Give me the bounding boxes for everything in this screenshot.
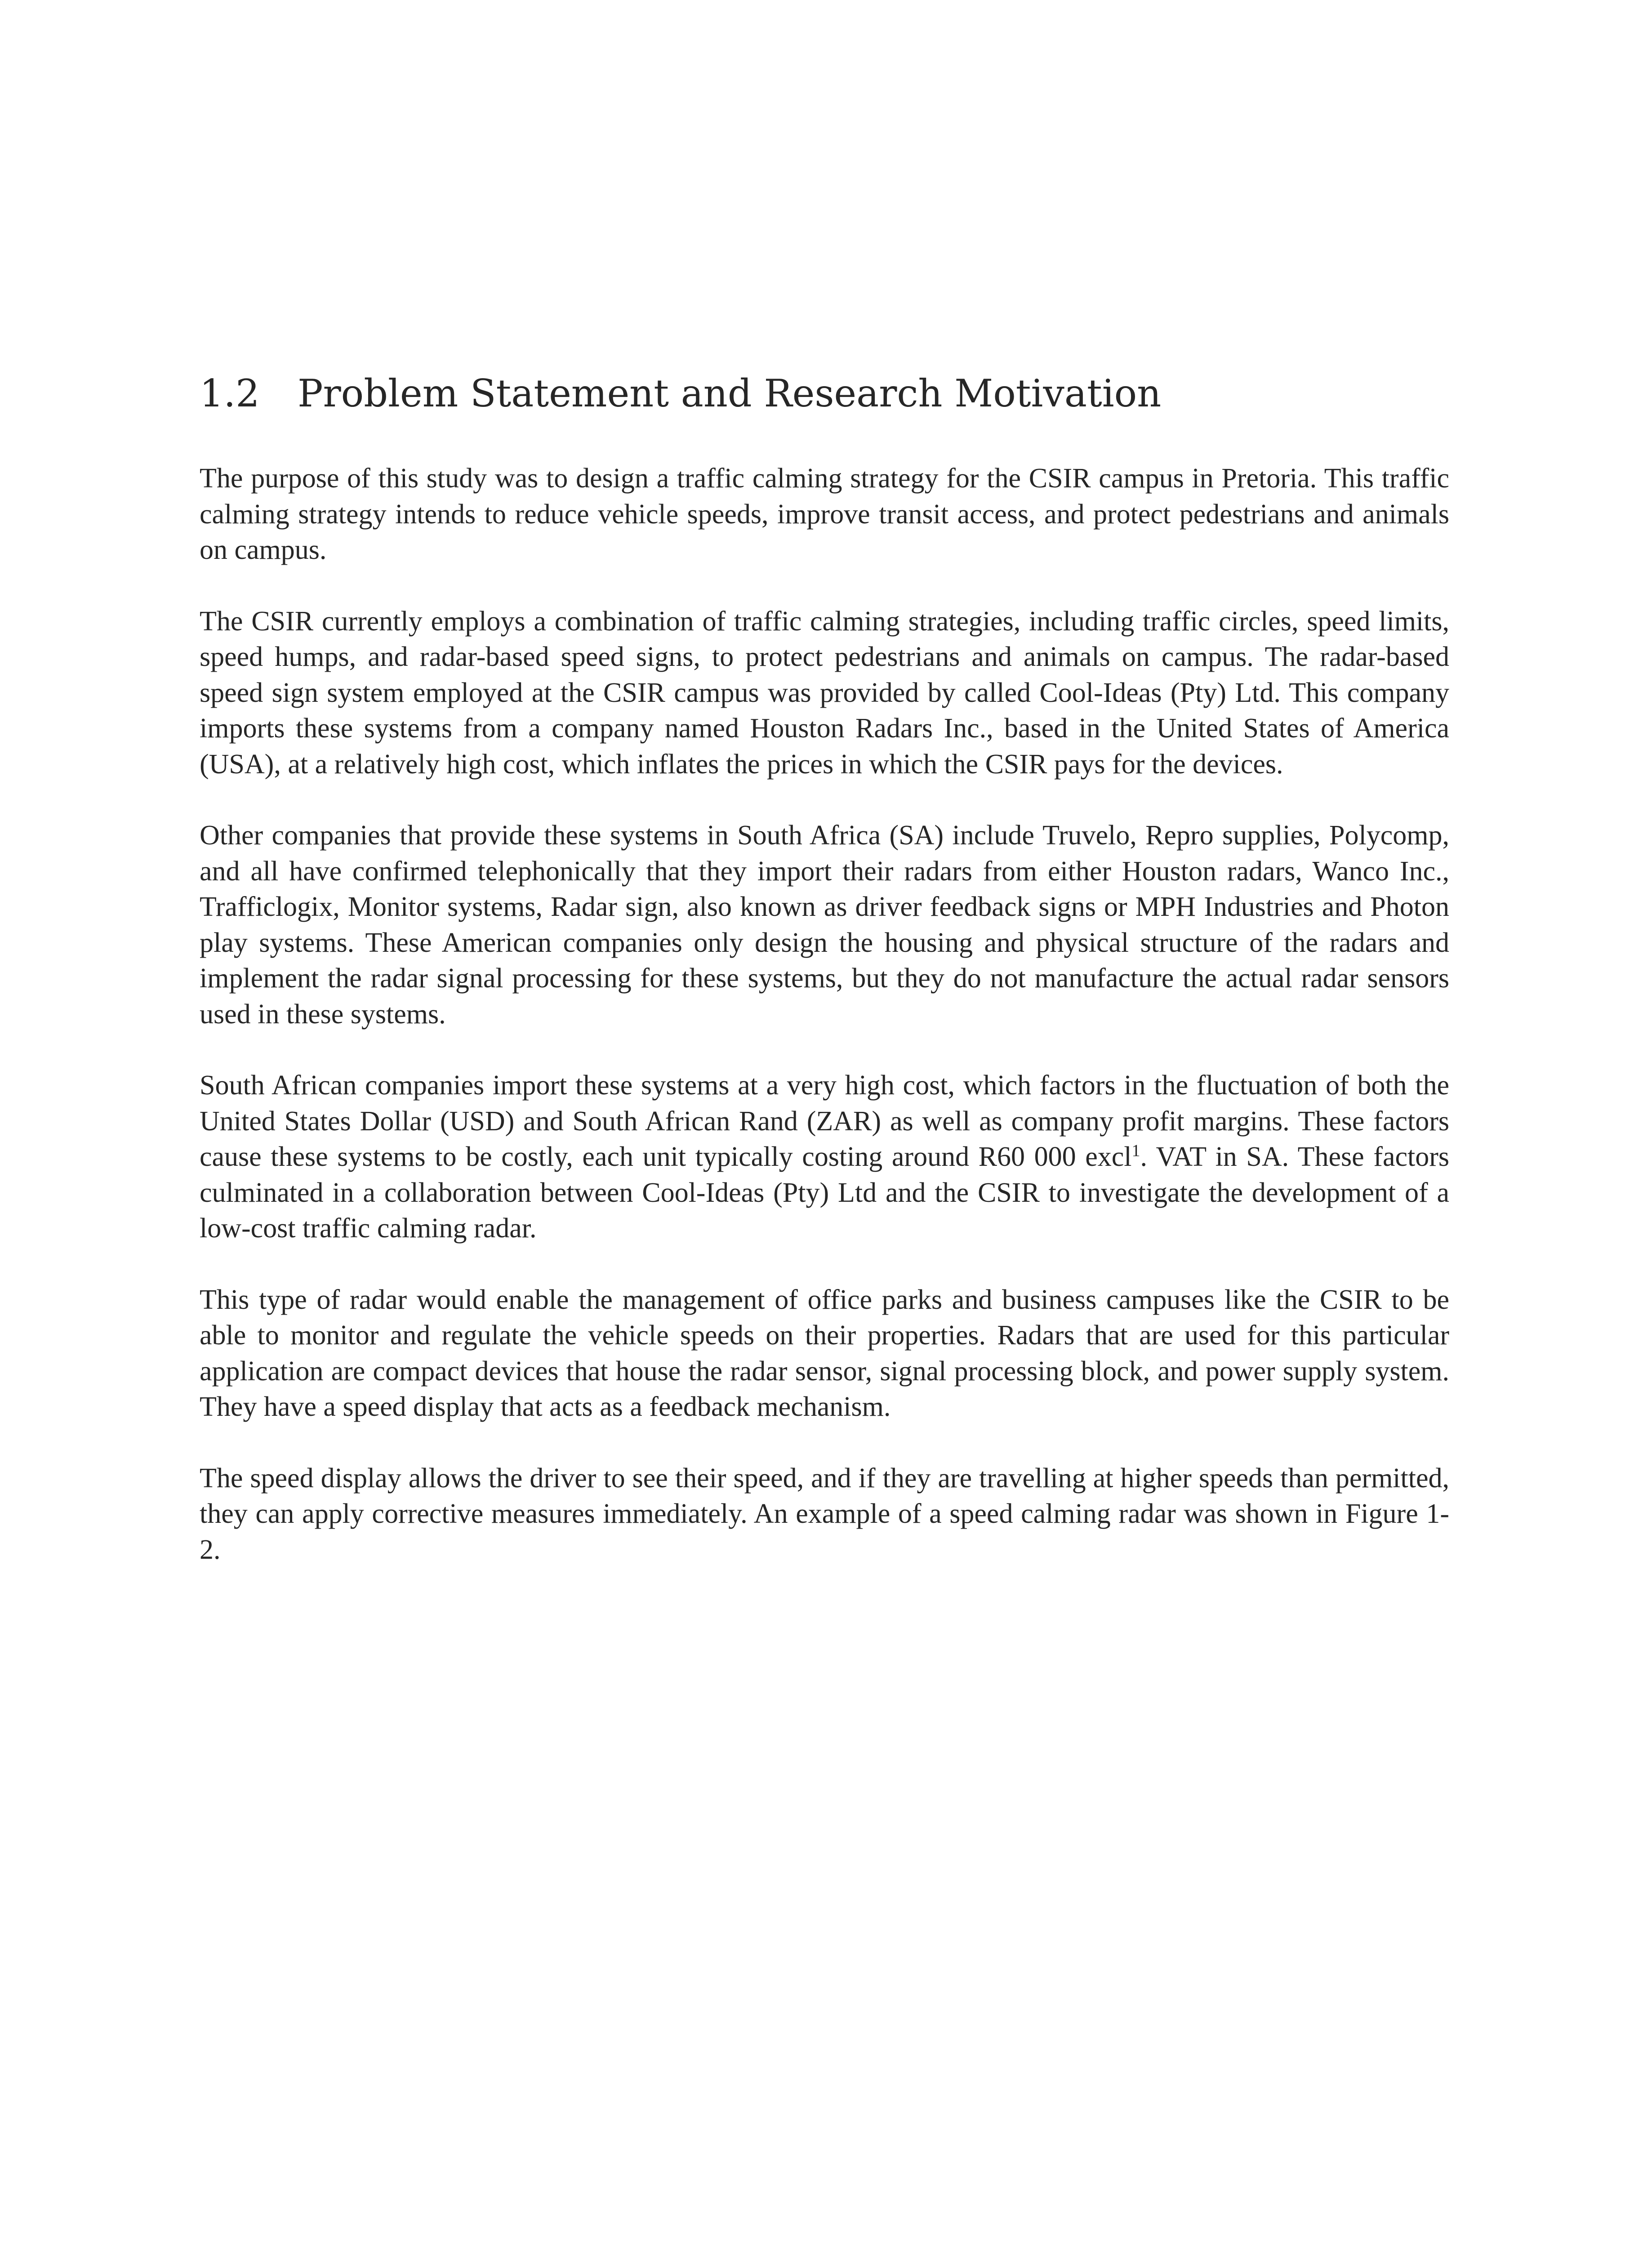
paragraph-speed-display: The speed display allows the driver to see their speed, and if they are travelling at higher speeds than permitted, they can apply corrective measures immediately. An example of a speed calming radar was shown in Figure 1-2. [200,1463,1449,1565]
section-number: 1.2 [200,371,260,415]
paragraph-cost-text-after: . VAT in SA. These factors culminated in a collaboration between Cool-Ideas (Pty) Ltd and the CSIR to investigate the development of a low-cost traffic calming radar. [200,1142,1449,1244]
paragraph-radar-use: This type of radar would enable the management of office parks and business campuses like the CSIR to be able to monitor and regulate the vehicle speeds on their properties. Radars that are used for this particular application are compact devices that house the radar sensor, signal processing block, and power supply system. They have a speed display that acts as a feedback mechanism. [200,1284,1449,1422]
footnote-reference: 1 [1131,1141,1140,1160]
paragraph-current-strategies: The CSIR currently employs a combination of traffic calming strategies, including traffic circles, speed limits, speed humps, and radar-based speed signs, to protect pedestrians and animals on campus. The radar-based speed sign system employed at the CSIR campus was provided by called Cool-Ideas (Pty) Ltd. This company imports these systems from a company named Houston Radars Inc., based in the United States of America (USA), at a relatively high cost, which inflates the prices in which the CSIR pays for the devices. [200,606,1449,780]
paragraph-cost-text-before: South African companies import these systems at a very high cost, which factors in the fluctuation of both the United States Dollar (USD) and South African Rand (ZAR) as well as company profit margins. These factors cause these systems to be costly, each unit typically costing around R60 000 excl [200,1070,1449,1172]
paragraph-purpose: The purpose of this study was to design a traffic calming strategy for the CSIR campus in Pretoria. This traffic calming strategy intends to reduce vehicle speeds, improve transit access, and protect pedestrians and animals on campus. [200,463,1449,565]
body-text [200,461,1449,1603]
paragraph-cost [200,1068,1449,1247]
section-title: Problem Statement and Research Motivation [298,371,1162,415]
paragraph-other-companies: Other companies that provide these systems in South Africa (SA) include Truvelo, Repro supplies, Polycomp, and all have confirmed telephonically that they import their radars from either Houston radars, Wanco Inc., Trafficlogix, Monitor systems, Radar sign, also known as driver feedback signs or MPH Industries and Photon play systems. These American companies only design the housing and physical structure of the radars and implement the radar signal processing for these systems, but they do not manufacture the actual radar sensors used in these systems. [200,820,1449,1030]
section-heading [200,369,1161,418]
